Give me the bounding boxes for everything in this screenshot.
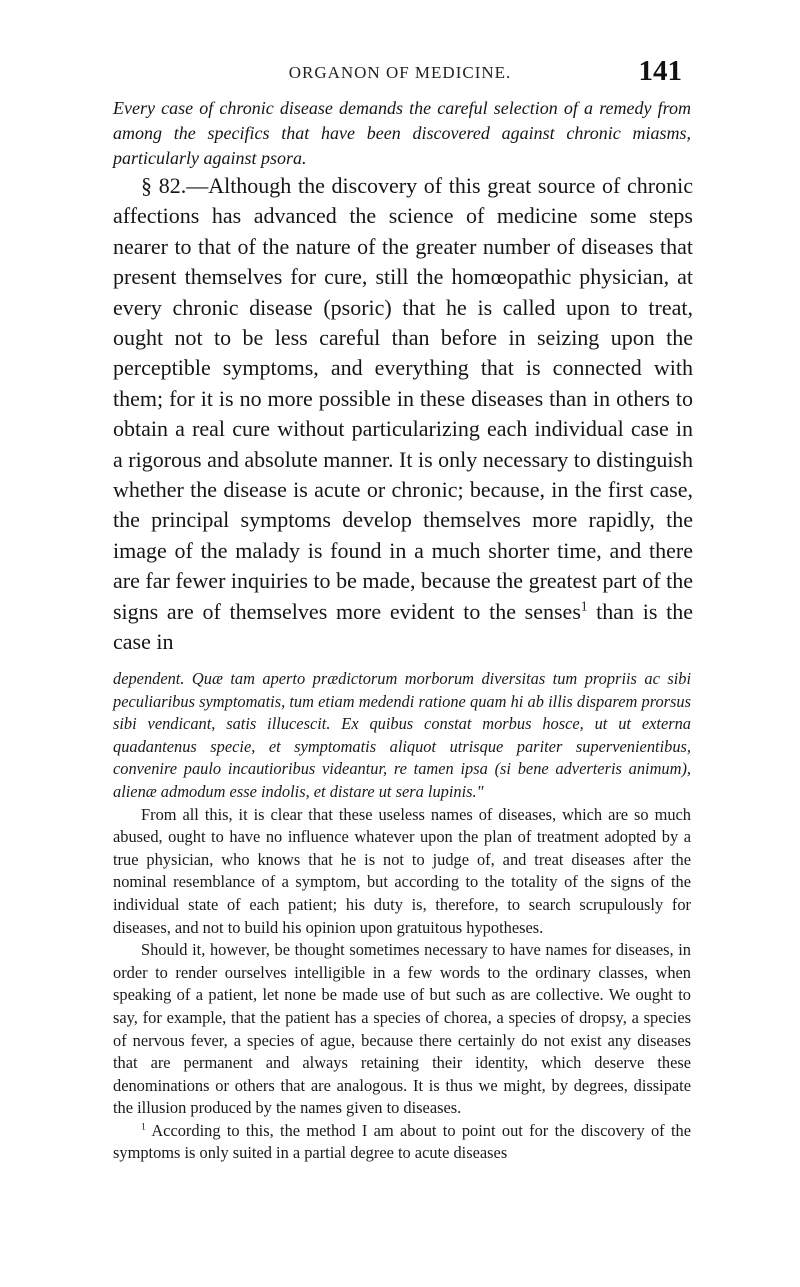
note-paragraph-1: From all this, it is clear that these useless names of diseases, which are so much abused, ought to have no influence whatever upon the plan of treatment adopted by a true physician, who knows that he is not to judge of, and treat diseases after the nominal resemblance of a symptom, but according to the totality of the signs of the individual state of each patient; his duty is, therefore, to search scrupulously for diseases, and not to build his opinion upon gratuitous hypotheses. [113, 804, 691, 937]
footnote-1-text: According to this, the method I am about to point out for the discovery of the symptoms is only suited in a partial degree to acute diseases [113, 1120, 691, 1163]
section-summary: Every case of chronic disease demands the careful selection of a remedy from among the specifics that have been discovered against chronic miasms, particularly against psora. [113, 98, 691, 168]
footnote-1 [113, 1120, 691, 1165]
footnote-marker: 1 [141, 1121, 146, 1133]
latin-quotation-continuation: dependent. Quæ tam aperto prædictorum morborum diversitas tum propriis ac sibi peculiaribus symptomatis, tum etiam medendi ratione quam hi ab illis disparem prorsus sibi vendicant, satis illucescit. Ex quibus constat morbus hosce, ut ut externa quadantenus specie, et symptomatis aliquot utrisque pariter supervenientibus, convenire paulo incautioribus videantur, re tamen ipsa (si bene adverteris animum), alienæ admodum esse indolis, et distare ut sera lupinis." [113, 669, 691, 801]
footnote-reference: 1 [580, 598, 588, 614]
section-text: —Although the discovery of this great source of chronic affections has advanced the science of medicine some steps nearer to that of the nature of the greater number of diseases that present themselves for cure, still the homœopathic physician, at every chronic disease (psoric) that he is called upon to treat, ought not to be less careful than before in seizing upon the perceptible symptoms, and everything that is connected with them; for it is no more possible in these diseases than in others to obtain a real cure without particularizing each individual case in a rigorous and absolute manner. It is only necessary to distinguish whether the disease is acute or chronic; because, in the first case, the principal symptoms develop themselves more rapidly, the image of the malady is found in a much shorter time, and there are far fewer inquiries to be made, because the greatest part of the signs are of themselves more evident to the senses [113, 173, 693, 624]
page-number: 141 [638, 55, 682, 87]
running-title: ORGANON OF MEDICINE. [288, 63, 512, 82]
footnotes [113, 668, 691, 1165]
section-number: § 82. [141, 173, 187, 198]
running-header [0, 55, 800, 95]
section-82-paragraph [113, 171, 693, 658]
section-text-continued: than is the case in [113, 598, 693, 655]
note-paragraph-2: Should it, however, be thought sometimes necessary to have names for diseases, in order to render ourselves intelligible in a few words to the ordinary classes, when speaking of a patient, let none be made use of but such as are collective. We ought to say, for example, that the patient has a species of chorea, a species of dropsy, a species of nervous fever, a species of ague, because there certainly do not exist any diseases that are permanent and always retaining their identity, which deserve these denominations or others that are analogous. It is thus we might, by degrees, dissipate the illusion produced by the names given to diseases. [113, 940, 691, 1118]
